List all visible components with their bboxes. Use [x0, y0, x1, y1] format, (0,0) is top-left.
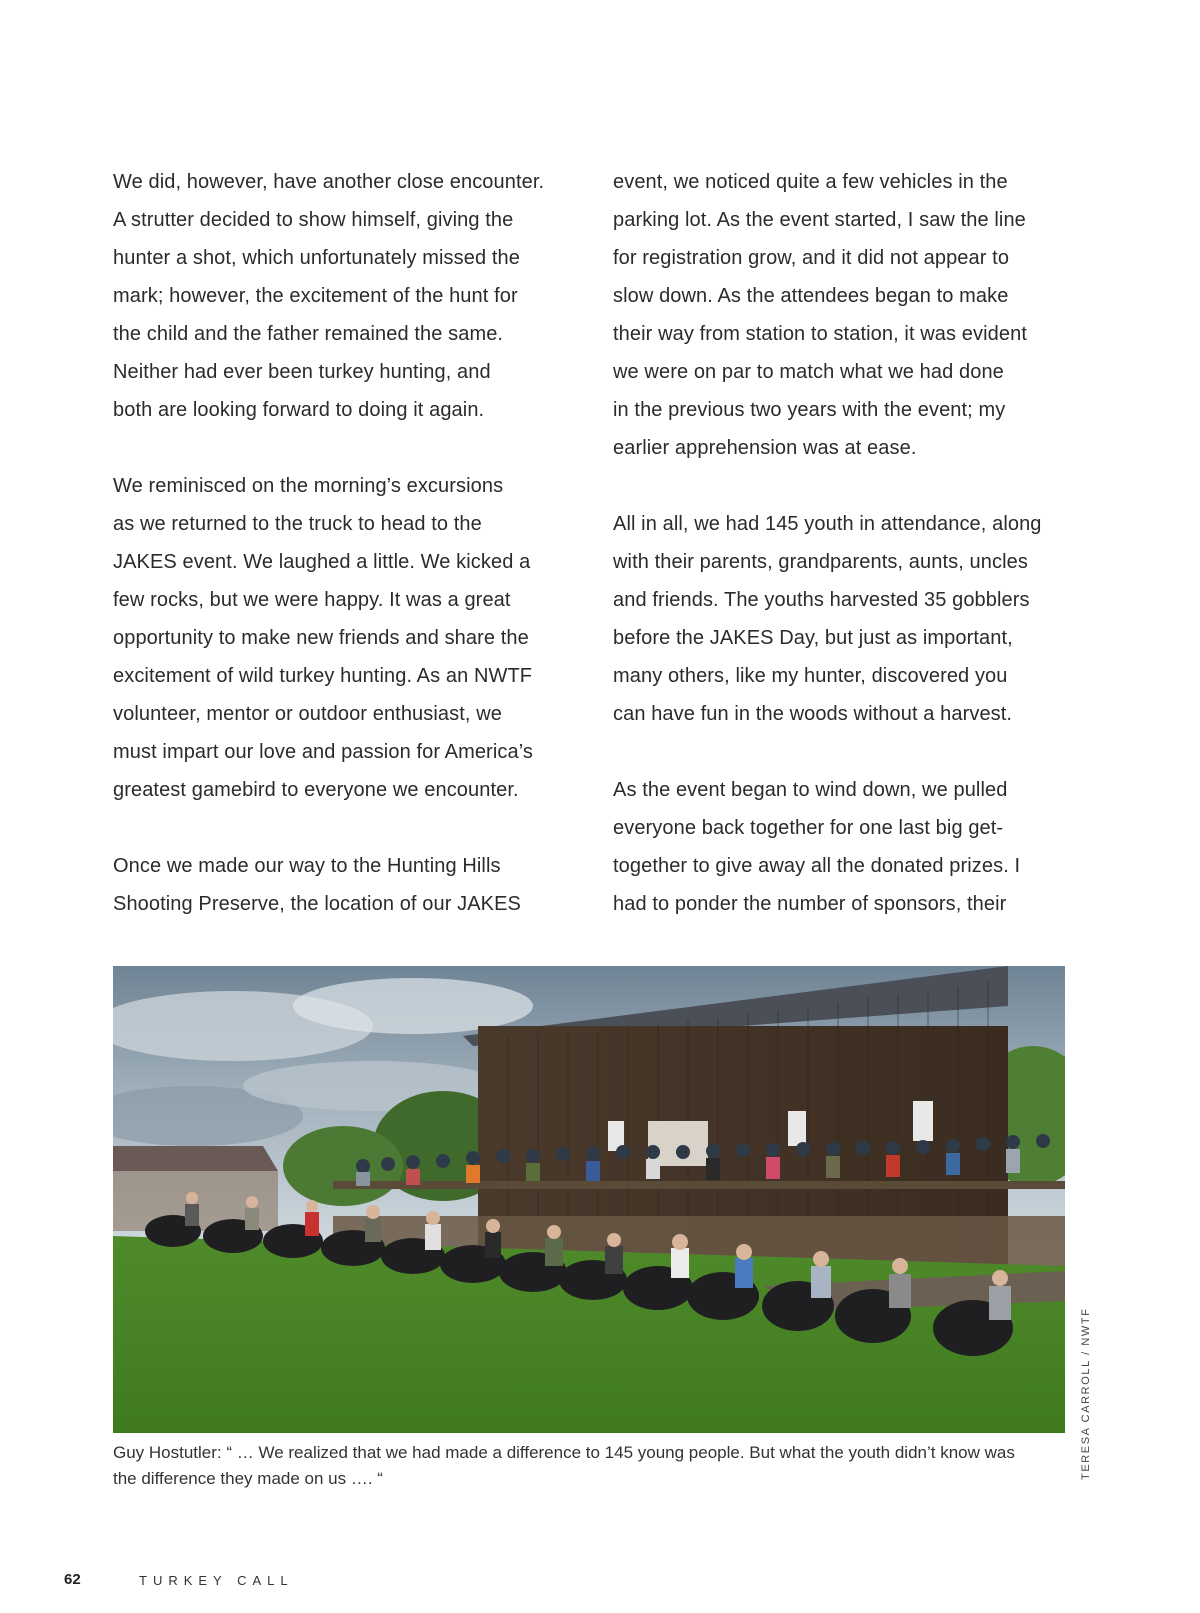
left-paragraph-3: Once we made our way to the Hunting Hills Shooting Preserve, the location of our JAKES [113, 855, 521, 915]
event-group-photo [113, 966, 1065, 1433]
right-paragraph-1: event, we noticed quite a few vehicles in the parking lot. As the event started, I saw the line for registration grow, and it did not appear to slow down. As the attendees began to make their way from station to station, it was evident we were on par to match what we had done in the previous two years with the event; my earlier apprehension was at ease. [613, 171, 1027, 459]
magazine-name: TURKEY CALL [139, 1573, 294, 1588]
right-text-column [613, 163, 1083, 923]
photo-caption: Guy Hostutler: “ … We realized that we had made a difference to 145 young people. But what the youth didn’t know was the difference they made on us …. “ [113, 1443, 1015, 1488]
left-paragraph-1: We did, however, have another close encounter. A strutter decided to show himself, giving the hunter a shot, which unfortunately missed the mark; however, the excitement of the hunt for the child and the father remained the same. Neither had ever been turkey hunting, and both are looking forward to doing it again. [113, 171, 545, 421]
left-text-column [113, 163, 583, 923]
left-paragraph-2: We reminisced on the morning’s excursions as we returned to the truck to head to the JAKES event. We laughed a little. We kicked a few rocks, but we were happy. It was a great opportunity to make new friends and share the excitement of wild turkey hunting. As an NWTF volunteer, mentor or outdoor enthusiast, we must impart our love and passion for America’s greatest gamebird to everyone we encounter. [113, 475, 533, 801]
right-paragraph-3: As the event began to wind down, we pulled everyone back together for one last big get- together to give away all the donated prizes. I had to ponder the number of sponsors, their [613, 779, 1021, 915]
photo-credit: TERESA CARROLL / NWTF [1080, 1307, 1092, 1480]
right-paragraph-2: All in all, we had 145 youth in attendance, along with their parents, grandparents, aunts, uncles and friends. The youths harvested 35 gobblers before the JAKES Day, but just as important, many others, like my hunter, discovered you can have fun in the woods without a harvest. [613, 513, 1042, 725]
page-number: 62 [64, 1571, 81, 1588]
